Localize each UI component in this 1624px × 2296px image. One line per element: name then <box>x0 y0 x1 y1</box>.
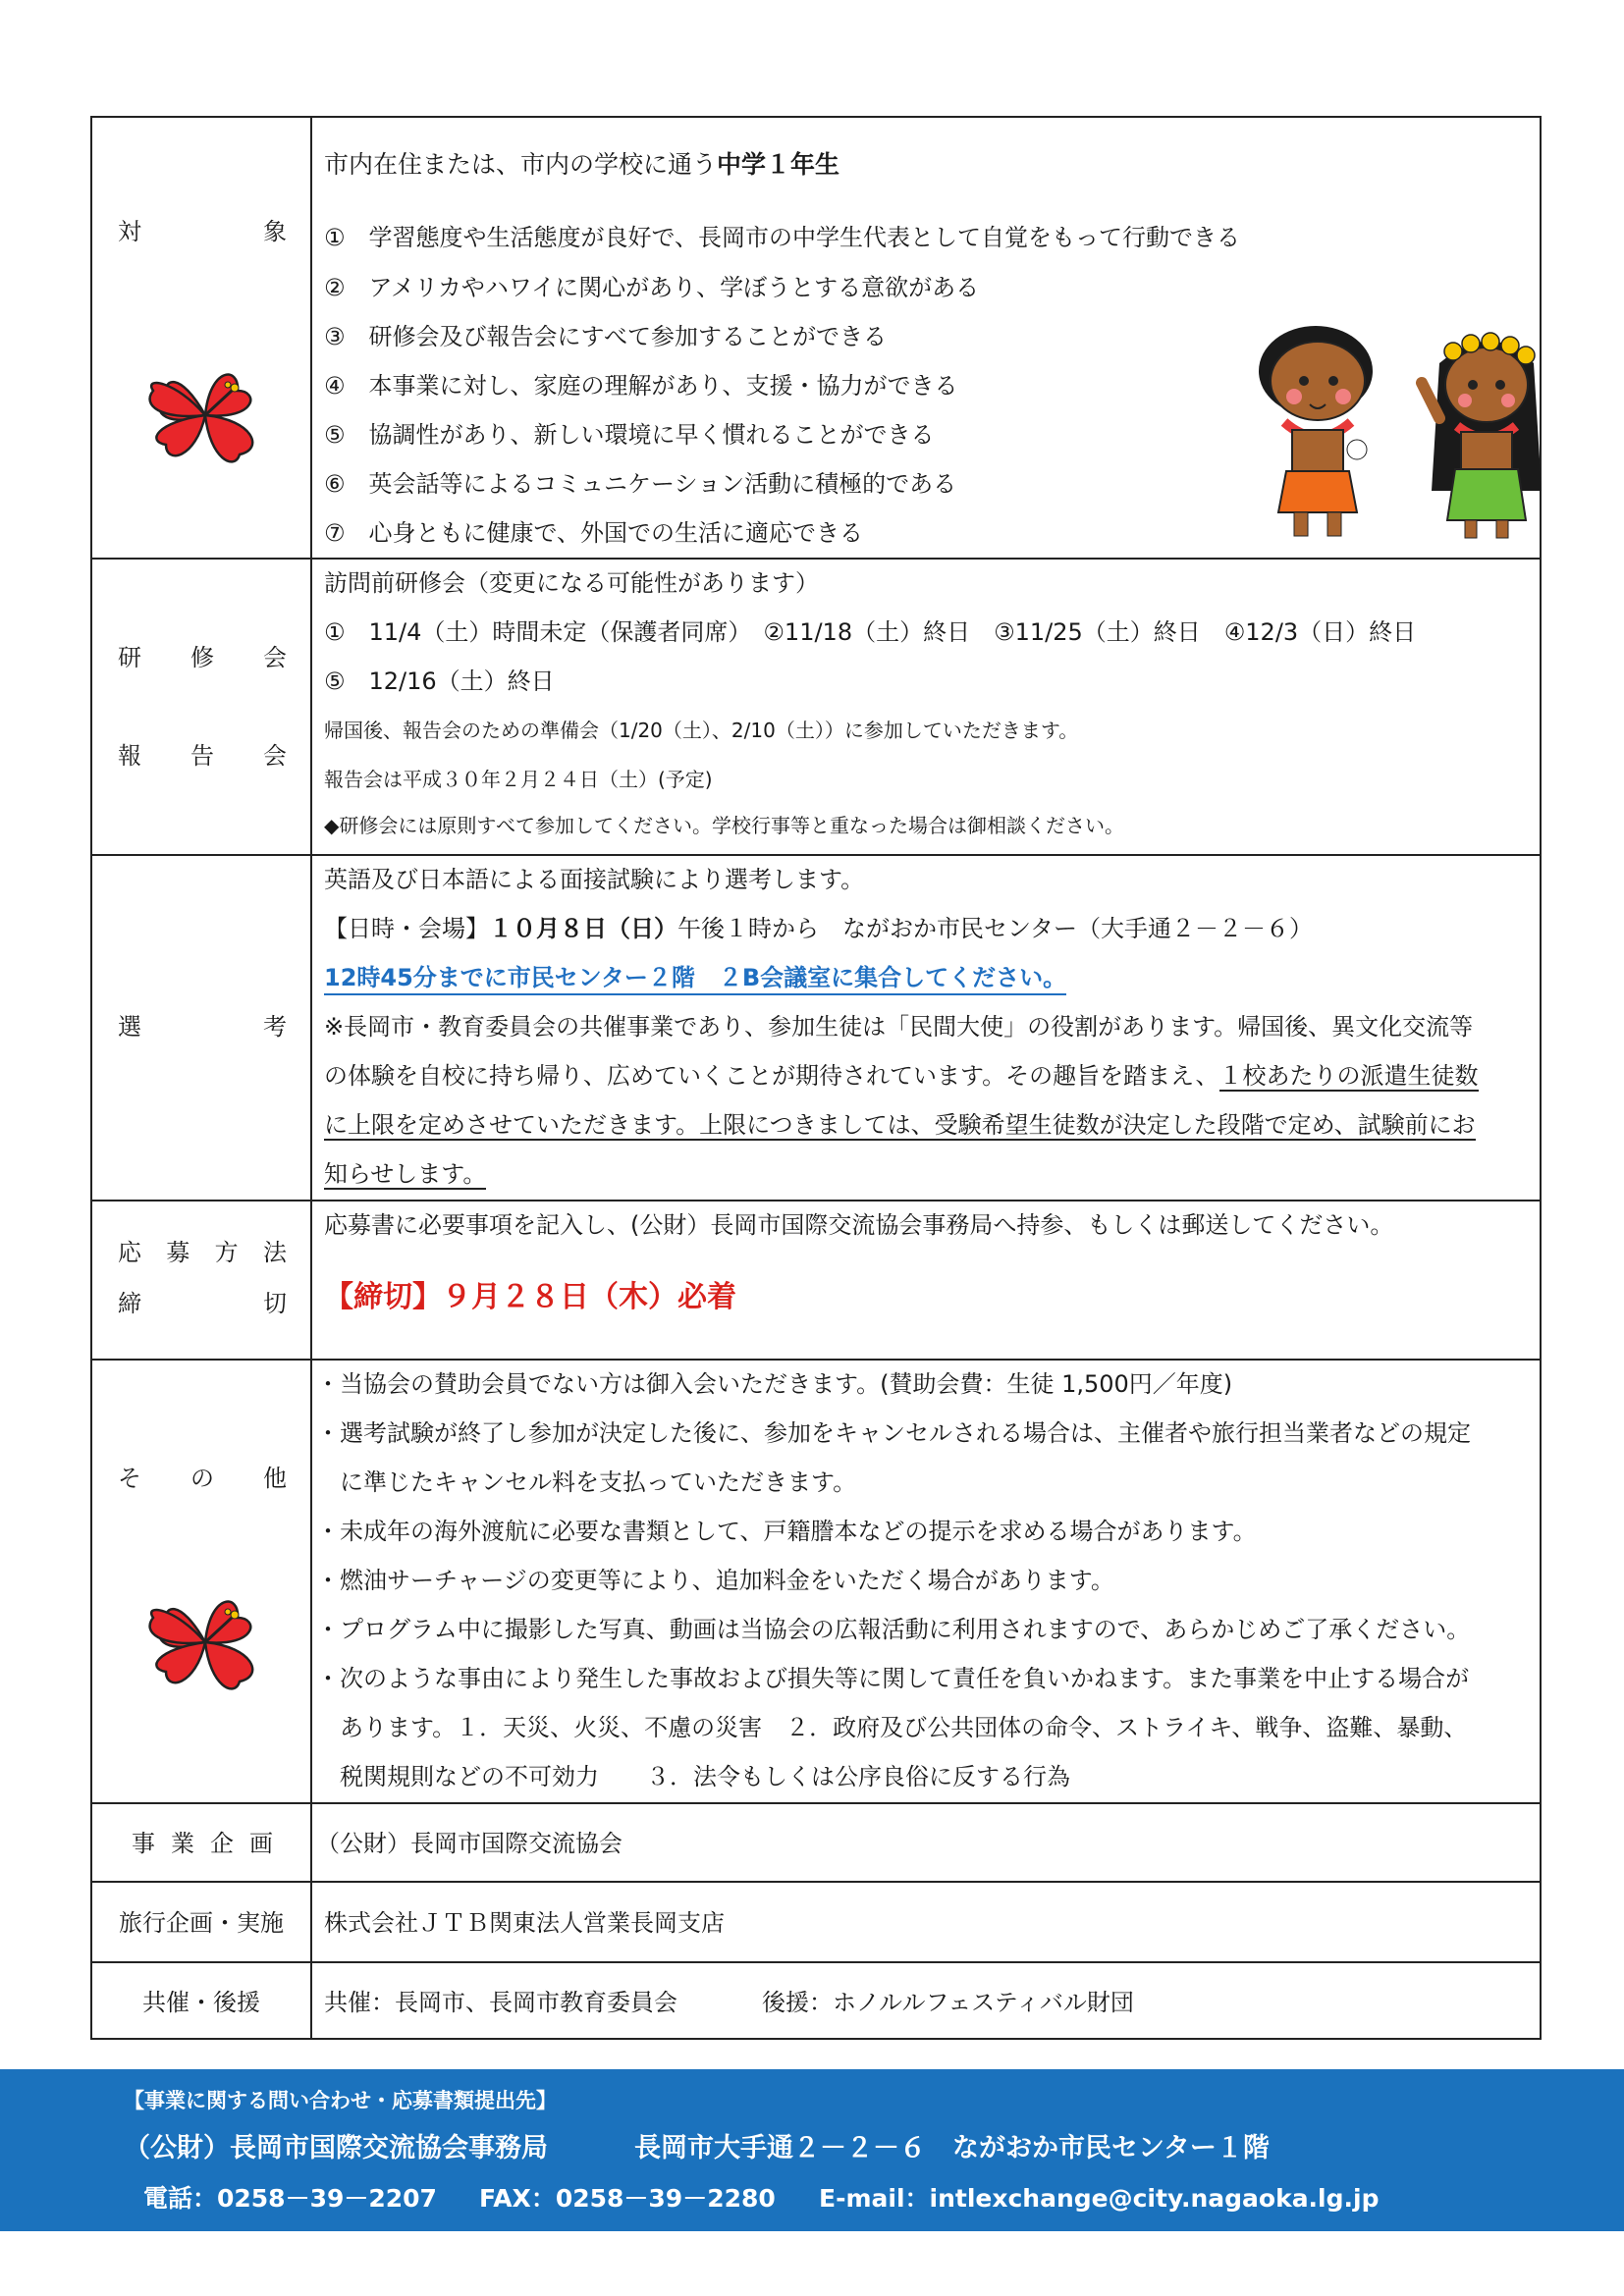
footer-email[interactable]: E-mail：intlexchange@city.nagaoka.lg.jp <box>819 2184 1380 2213</box>
target-item: ② アメリカやハワイに関心があり、学ぼうとする意欲がある <box>324 274 980 301</box>
selection-content <box>324 856 1526 1200</box>
label-char: の <box>190 1465 214 1492</box>
footer-tel: 電話：0258－39－2207 <box>143 2184 437 2213</box>
label-char: 会 <box>263 644 287 671</box>
other-line: ・プログラム中に撮影した写真、動画は当協会の広報活動に利用されますので、あらかじめご了承ください。 <box>316 1616 1471 1643</box>
row-target <box>92 118 1540 560</box>
schedule-venue: 午後１時から ながおか市民センター（大手通２－２－６） <box>677 915 1314 942</box>
target-item: ⑤ 協調性があり、新しい環境に早く慣れることができる <box>324 421 935 449</box>
label-travel: 旅行企画・実施 <box>119 1909 284 1937</box>
other-line: あります。１．天災、火災、不慮の災害 ２．政府及び公共団体の命令、ストライキ、戦争、盗難、暴動、 <box>316 1714 1468 1741</box>
label-char: 修 <box>190 644 214 671</box>
label-char: そ <box>118 1465 141 1492</box>
selection-para <box>324 1060 1479 1092</box>
para-underlined: 知らせします。 <box>324 1160 487 1188</box>
other-line: 税関規則などの不可効力 ３．法令もしくは公序良俗に反する行為 <box>316 1763 1070 1790</box>
label-char: 業 <box>171 1830 194 1857</box>
target-item: ③ 研修会及び報告会にすべて参加することができる <box>324 323 888 350</box>
travel-value: 株式会社ＪＴＢ関東法人営業長岡支店 <box>324 1909 725 1937</box>
hibiscus-flower-icon <box>141 1588 269 1696</box>
row-cosponsor <box>92 1963 1540 2040</box>
support-value: 後援：ホノルルフェスティバル財団 <box>762 1989 1134 2016</box>
label-char: 締 <box>118 1290 141 1317</box>
cosponsor-content <box>324 1963 1526 2040</box>
other-line: ・選考試験が終了し参加が決定した後に、参加をキャンセルされる場合は、主催者や旅行担当業者などの規定 <box>316 1419 1471 1447</box>
row-planning <box>92 1804 1540 1883</box>
label-char: 選 <box>118 1013 141 1041</box>
label-other <box>118 1463 287 1494</box>
label-char: 応 <box>118 1239 141 1266</box>
label-char: 方 <box>214 1239 239 1266</box>
training-line: 報告会は平成３０年２月２４日（土）(予定) <box>324 768 713 791</box>
training-line: ① 11/4（土）時間未定（保護者同席） ②11/18（土）終日 ③11/25（土）終日 ④12/3（日）終日 <box>324 618 1417 646</box>
label-char: 報 <box>118 742 141 770</box>
other-line: ・次のような事由により発生した事故および損失等に関して責任を負いかねます。また事業を中止する場合が <box>316 1665 1470 1692</box>
label-char: 対 <box>118 218 141 245</box>
label-char: 画 <box>249 1830 273 1857</box>
footer-heading: 【事業に関する問い合わせ・応募書類提出先】 <box>124 2089 557 2112</box>
application-content <box>324 1201 1526 1359</box>
para-underlined: に上限を定めさせていただきます。上限につきましては、受験希望生徒数が決定した段階で定め、試験前にお <box>324 1111 1476 1139</box>
label-report <box>118 740 287 772</box>
label-cell <box>92 1201 312 1359</box>
label-cell <box>92 118 312 558</box>
label-char: 考 <box>263 1013 287 1041</box>
label-char: 切 <box>263 1290 287 1317</box>
label-deadline <box>118 1288 287 1319</box>
hawaiian-kids-illustration <box>1247 324 1561 540</box>
other-line: ・燃油サーチャージの変更等により、追加料金をいただく場合があります。 <box>316 1567 1114 1594</box>
target-item: ① 学習態度や生活態度が良好で、長岡市の中学生代表として自覚をもって行動できる <box>324 224 1241 251</box>
travel-content <box>324 1883 1526 1961</box>
training-line: 帰国後、報告会のための準備会（1/20（土）、2/10（土））に参加していただきます。 <box>324 719 1079 742</box>
label-selection <box>118 1011 287 1042</box>
row-training <box>92 560 1540 856</box>
label-planning <box>132 1828 273 1859</box>
label-cell <box>92 1963 312 2040</box>
schedule-date: １０月８日（日） <box>489 915 677 942</box>
training-line: 訪問前研修会（変更になる可能性があります） <box>324 569 819 597</box>
para-underlined: １校あたりの派遣生徒数 <box>1218 1062 1479 1090</box>
application-deadline: 【締切】９月２８日（木）必着 <box>324 1280 736 1314</box>
selection-para: ※長岡市・教育委員会の共催事業であり、参加生徒は「民間大使」の役割があります。帰国後、異文化交流等 <box>324 1013 1474 1041</box>
target-lead-text: 市内在住または、市内の学校に通う <box>324 150 718 179</box>
planning-content <box>316 1804 1526 1881</box>
cosponsor-value: 共催：長岡市、長岡市教育委員会 <box>324 1989 677 2016</box>
selection-para <box>324 1109 1476 1141</box>
selection-assembly <box>324 962 1066 993</box>
target-lead <box>324 149 839 181</box>
row-application <box>92 1201 1540 1361</box>
application-line: 応募書に必要事項を記入し、(公財）長岡市国際交流協会事務局へ持参、もしくは郵送してください。 <box>324 1211 1394 1239</box>
other-line: ・未成年の海外渡航に必要な書類として、戸籍謄本などの提示を求める場合があります。 <box>316 1518 1257 1545</box>
label-cell <box>92 1361 312 1802</box>
footer-address: 長岡市大手通２－２－６ ながおか市民センター１階 <box>634 2133 1270 2163</box>
label-cosponsor: 共催・後援 <box>142 1989 260 2016</box>
label-char: 会 <box>263 742 287 770</box>
assembly-text: 12時45分までに市民センター２階 ２B会議室に集合してください。 <box>324 964 1066 995</box>
label-char: 象 <box>263 218 287 245</box>
row-other <box>92 1361 1540 1804</box>
other-line: ・当協会の賛助会員でない方は御入会いただきます。(賛助会費：生徒 1,500円／年度) <box>316 1370 1233 1398</box>
selection-schedule <box>324 913 1313 944</box>
training-content <box>324 560 1526 854</box>
other-line: に準じたキャンセル料を支払っていただきます。 <box>316 1468 857 1496</box>
row-travel <box>92 1883 1540 1963</box>
label-cell <box>92 1883 312 1961</box>
target-grade: 中学１年生 <box>717 150 840 179</box>
label-char: 事 <box>132 1830 155 1857</box>
label-training <box>118 642 287 673</box>
selection-para <box>324 1158 486 1190</box>
schedule-tag: 【日時・会場】 <box>324 915 489 942</box>
other-content <box>316 1361 1526 1802</box>
training-note: ◆研修会には原則すべて参加してください。学校行事等と重なった場合は御相談ください。 <box>324 814 1124 837</box>
info-table <box>90 116 1542 2040</box>
para-text: の体験を自校に持ち帰り、広めていくことが期待されています。その趣旨を踏まえ、 <box>324 1062 1219 1090</box>
label-application <box>118 1237 287 1268</box>
planning-value: （公財）長岡市国際交流協会 <box>316 1830 623 1857</box>
label-char: 告 <box>190 742 214 770</box>
selection-line: 英語及び日本語による面接試験により選考します。 <box>324 866 865 893</box>
footer-fax: FAX：0258－39－2280 <box>479 2184 776 2213</box>
label-cell <box>92 856 312 1200</box>
target-item: ④ 本事業に対し、家庭の理解があり、支援・協力ができる <box>324 372 958 400</box>
label-char: 募 <box>166 1239 190 1266</box>
label-cell <box>92 1804 312 1881</box>
training-line: ⑤ 12/16（土）終日 <box>324 667 555 695</box>
label-char: 他 <box>263 1465 287 1492</box>
footer-org: （公財）長岡市国際交流協会事務局 <box>124 2133 548 2163</box>
label-char: 法 <box>262 1239 287 1266</box>
target-content <box>324 118 1526 558</box>
label-char: 企 <box>210 1830 234 1857</box>
target-item: ⑥ 英会話等によるコミュニケーション活動に積極的である <box>324 470 957 498</box>
target-item: ⑦ 心身ともに健康で、外国での生活に適応できる <box>324 519 864 547</box>
hibiscus-flower-icon <box>141 361 269 469</box>
label-char: 研 <box>118 644 141 671</box>
row-selection <box>92 856 1540 1201</box>
contact-footer <box>0 2069 1624 2231</box>
label-target <box>118 216 287 247</box>
label-cell <box>92 560 312 854</box>
